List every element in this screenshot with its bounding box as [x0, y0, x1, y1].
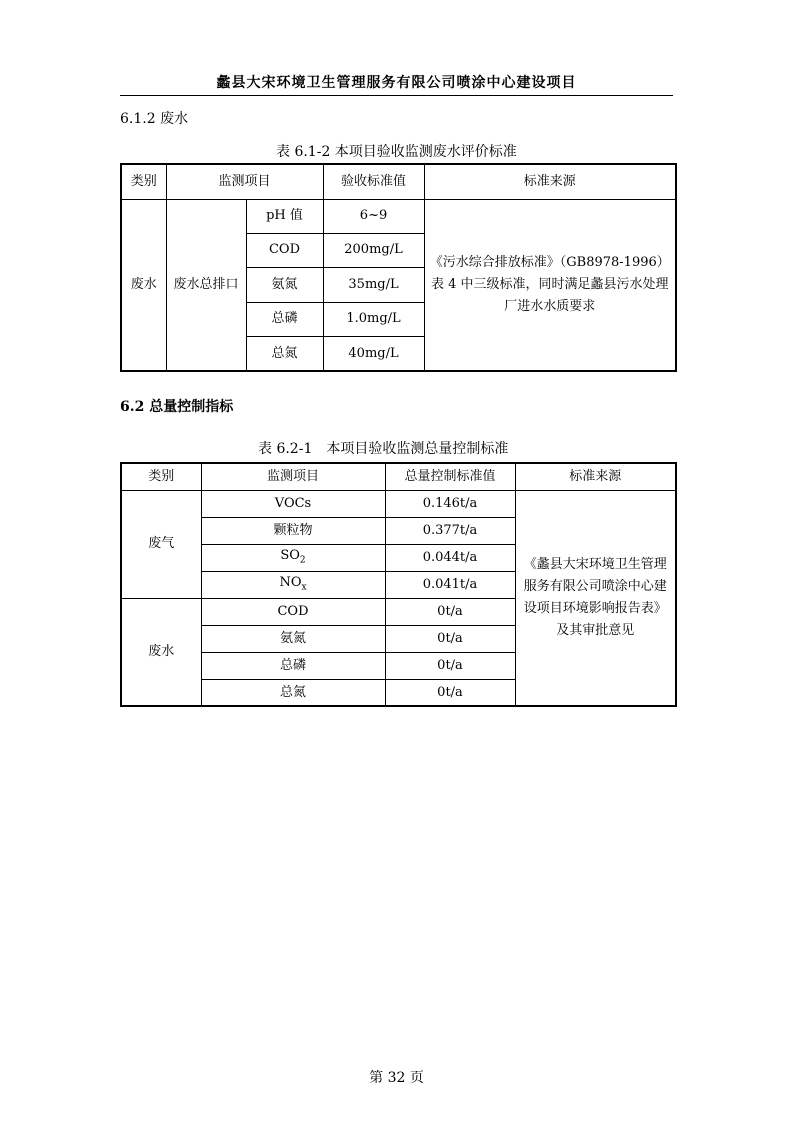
table1-value-cell: 1.0mg/L	[323, 302, 424, 336]
table2-water-category-cell: 废水	[121, 598, 201, 706]
table2-header-value: 总量控制标准值	[385, 463, 515, 490]
table1-value-cell: 200mg/L	[323, 233, 424, 267]
table1-item-cell: 总磷	[246, 302, 323, 336]
table1-header-category: 类别	[121, 164, 166, 199]
table2-item-cell: 总磷	[201, 652, 385, 679]
table2-item-cell: VOCs	[201, 490, 385, 517]
table2-gas-category-cell: 废气	[121, 490, 201, 598]
wastewater-standard-table	[120, 163, 677, 372]
table1-item-cell: 总氮	[246, 336, 323, 371]
table1-header-source: 标准来源	[424, 164, 676, 199]
table2-value-cell: 0t/a	[385, 625, 515, 652]
table1-category-cell: 废水	[121, 199, 166, 371]
table1-header-row	[121, 164, 676, 199]
table2-item-cell	[201, 571, 385, 598]
table2-caption: 表 6.2-1 本项目验收监测总量控制标准	[258, 441, 509, 457]
table1-source-cell: 《污水综合排放标准》（GB8978-1996）表 4 中三级标准，同时满足蠡县污水处理厂进水水质要求	[424, 199, 676, 371]
table1-outlet-cell: 废水总排口	[166, 199, 246, 371]
table2-value-cell: 0.041t/a	[385, 571, 515, 598]
table1-value-cell: 40mg/L	[323, 336, 424, 371]
table2-header-item: 监测项目	[201, 463, 385, 490]
table2-value-cell: 0.377t/a	[385, 517, 515, 544]
table2-value-cell: 0t/a	[385, 652, 515, 679]
header-rule	[120, 95, 673, 96]
table2-value-cell: 0.044t/a	[385, 544, 515, 571]
so2-subscript: 2	[299, 556, 306, 567]
table1-item-cell: pH 值	[246, 199, 323, 233]
table2-value-cell: 0t/a	[385, 679, 515, 706]
table2-item-cell: 颗粒物	[201, 517, 385, 544]
table1-item-cell: COD	[246, 233, 323, 267]
table2-value-cell: 0t/a	[385, 598, 515, 625]
nox-subscript: x	[301, 583, 307, 594]
page-number: 第 32 页	[369, 1070, 424, 1086]
section-heading-6-1-2: 6.1.2 废水	[120, 111, 189, 127]
so2-label: SO	[280, 548, 300, 564]
table2-value-cell: 0.146t/a	[385, 490, 515, 517]
table2-item-cell: 总氮	[201, 679, 385, 706]
table2-header-category: 类别	[121, 463, 201, 490]
table2-header-source: 标准来源	[515, 463, 676, 490]
table2-header-row	[121, 463, 676, 490]
nox-label: NO	[279, 575, 302, 591]
table1-value-cell: 35mg/L	[323, 267, 424, 302]
section-heading-6-2: 6.2 总量控制指标	[120, 399, 234, 415]
table-row	[121, 199, 676, 233]
table1-caption: 表 6.1-2 本项目验收监测废水评价标准	[276, 144, 517, 160]
table2-item-cell: COD	[201, 598, 385, 625]
table-row	[121, 490, 676, 517]
table1-value-cell: 6~9	[323, 199, 424, 233]
table1-item-cell: 氨氮	[246, 267, 323, 302]
total-control-table	[120, 462, 677, 707]
page-header-title: 蠡县大宋环境卫生管理服务有限公司喷涂中心建设项目	[216, 75, 577, 91]
table2-item-cell: 氨氮	[201, 625, 385, 652]
table2-item-cell	[201, 544, 385, 571]
table1-header-item: 监测项目	[166, 164, 323, 199]
table1-header-value: 验收标准值	[323, 164, 424, 199]
table2-source-cell: 《蠡县大宋环境卫生管理服务有限公司喷涂中心建设项目环境影响报告表》及其审批意见	[515, 490, 676, 706]
